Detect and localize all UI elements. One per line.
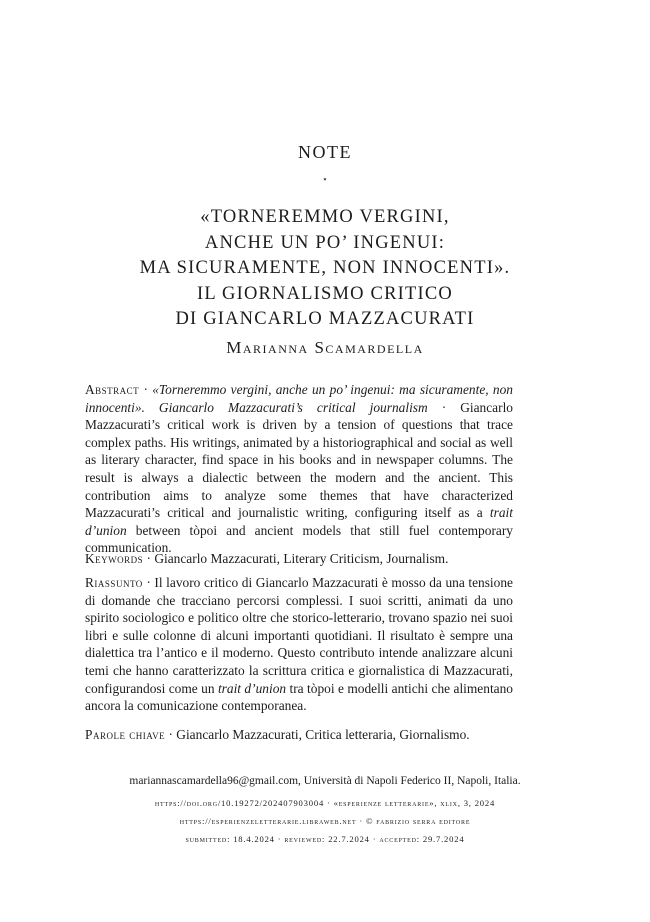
abstract-english-title: «Torneremmo vergini, anche un po’ ingenui: ma sicuramente, non innocenti». Giancarlo Mazzacurati’s critical journalism xyxy=(85,382,513,415)
abstract-italic-term: trait d’union xyxy=(85,505,513,538)
parole-chiave-label: Parole chiave xyxy=(85,727,166,742)
journal-site-line: https://esperienzeletterarie.libraweb.net · © fabrizio serra editore xyxy=(179,816,471,826)
author-affiliation: mariannascamardella96@gmail.com, Università di Napoli Federico II, Napoli, Italia. xyxy=(129,775,521,787)
title-line: IL GIORNALISMO CRITICO xyxy=(197,283,453,304)
abstract-separator: · xyxy=(139,382,153,397)
riassunto-body: · Il lavoro critico di Giancarlo Mazzacurati è mosso da una tensione di domande che tracciano percorsi complessi. I suoi scritti, animati da uno spirito sociologico e politico oltre che storico-letterario, trovano spazio nei suoi libri e sulle colonne di alcuni importanti quotidiani. Il risultato è sempre una dialettica tra l’antico e il moderno. Questo contributo intende analizzare alcuni temi che hanno caratterizzato la scrittura critica e giornalistica di Mazzacurati, configurandosi come un xyxy=(85,575,513,696)
keywords-paragraph xyxy=(85,550,513,568)
abstract-label: Abstract xyxy=(85,382,140,397)
abstract-body-end: between tòpoi and ancient models that still fuel contemporary communication. xyxy=(85,522,513,556)
title-line: ANCHE UN PO’ INGENUI: xyxy=(204,232,446,253)
riassunto-body-end: tra tòpoi e modelli antichi che alimentano ancora la comunicazione contemporanea. xyxy=(85,680,513,714)
keywords-label: Keywords xyxy=(85,551,144,566)
riassunto-paragraph xyxy=(85,574,513,715)
article-title xyxy=(60,205,590,333)
star-ornament: ⋆ xyxy=(322,174,328,184)
riassunto-label: Riassunto xyxy=(85,575,143,590)
doi-line: https://doi.org/10.19272/202407903004 · «esperienze letterarie», xlix, 3, 2024 xyxy=(154,798,496,808)
section-label: NOTE xyxy=(298,142,352,162)
parole-chiave-text: · Giancarlo Mazzacurati, Critica letteraria, Giornalismo. xyxy=(165,727,470,742)
keywords-text: · Giancarlo Mazzacurati, Literary Criticism, Journalism. xyxy=(143,551,449,566)
review-dates-line: submitted: 18.4.2024 · reviewed: 22.7.2024 · accepted: 29.7.2024 xyxy=(185,834,465,844)
title-line: MA SICURAMENTE, NON INNOCENTI». xyxy=(139,258,511,278)
riassunto-italic-term: trait d’union xyxy=(217,680,287,696)
title-line: DI GIANCARLO MAZZACURATI xyxy=(175,309,475,329)
abstract-body: · Giancarlo Mazzacurati’s critical work is driven by a tension of questions that trace complex paths. His writings, animated by a historiographical and social as well as literary character, find space in his books and in newspaper columns. The result is always a dialectic between the modern and the ancient. This contribution aims to analyze some themes that have characterized Mazzacurati’s critical and journalistic writing, configuring itself as a xyxy=(85,399,513,521)
abstract-paragraph xyxy=(85,381,513,557)
title-line: «TORNEREMMO VERGINI, xyxy=(200,207,450,227)
author-name: Marianna Scamardella xyxy=(226,338,424,357)
parole-chiave-paragraph xyxy=(85,726,513,744)
